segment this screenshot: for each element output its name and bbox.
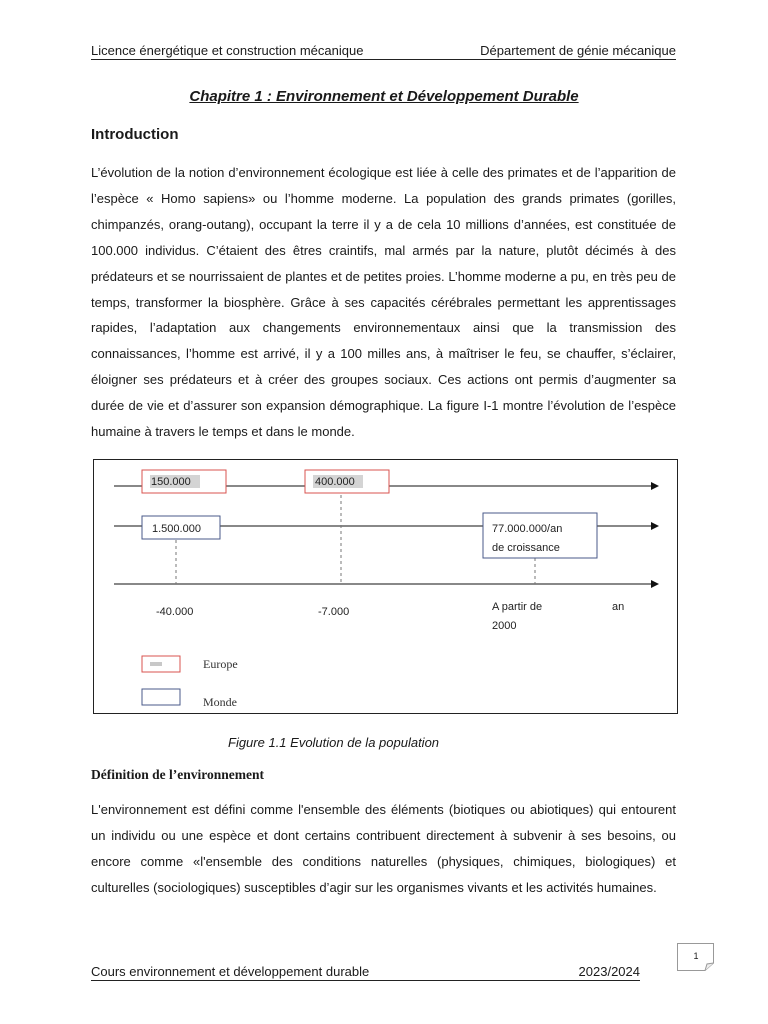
europe-box-1 xyxy=(142,470,226,493)
legend-europe-label: Europe xyxy=(203,657,238,671)
figure-caption: Figure 1.1 Evolution de la population xyxy=(228,735,440,750)
page-number: 1 xyxy=(693,951,699,961)
legend-monde xyxy=(142,689,237,709)
monde-value-2-line2: de croissance xyxy=(492,542,560,554)
monde-box-1 xyxy=(142,516,220,539)
legend-monde-label: Monde xyxy=(203,695,237,709)
chapter-title: Chapitre 1 : Environnement et Développement Durable xyxy=(189,88,579,105)
legend-europe xyxy=(142,656,238,672)
tick-label-2: -7.000 xyxy=(318,606,350,618)
footer-right: 2023/2024 xyxy=(578,964,640,979)
monde-value-1: 1.500.000 xyxy=(152,523,201,535)
legend-monde-swatch xyxy=(142,689,180,705)
axis-unit-label: an xyxy=(612,601,625,613)
europe-value-1: 150.000 xyxy=(151,476,191,488)
page-header xyxy=(91,43,676,60)
europe-box-2 xyxy=(305,470,389,493)
footer-left: Cours environnement et développement durable xyxy=(91,964,370,979)
tick-label-3-line2: 2000 xyxy=(492,620,517,632)
population-figure xyxy=(93,459,678,714)
definition-heading: Définition de l’environnement xyxy=(91,767,264,782)
header-left: Licence énergétique et construction mécanique xyxy=(91,43,364,58)
monde-box-2 xyxy=(483,513,597,558)
page-footer xyxy=(91,964,640,981)
tick-label-3-line1: A partir de xyxy=(492,601,543,613)
definition-paragraph: L'environnement est défini comme l'ensemble des éléments (biotiques ou abiotiques) qui entourent un individu ou une espèce et dont certains contribuent directement à subvenir à ses besoins, ou encore comme «l'ensemble des conditions naturelles (physiques, chimiques, biologiques) et culturelles (sociologiques) susceptibles d’agir sur les organismes vivants et les activités humaines. xyxy=(91,802,676,895)
tick-label-1: -40.000 xyxy=(156,606,194,618)
header-right: Département de génie mécanique xyxy=(480,43,676,58)
intro-paragraph: L’évolution de la notion d’environnement écologique est liée à celle des primates et de l’apparition de l’espèce « Homo sapiens» ou l’homme moderne. La population des grands primates (gorilles, chimpanzés, orang-outang), occupant la terre il y a de cela 10 millions d’années, est constituée de 100.000 individus. C’étaient des êtres craintifs, mal armés par la nature, plutôt décimés à des prédateurs et se nourrissaient de plantes et de petites proies. L’homme moderne a pu, en très peu de temps, transformer la biosphère. Grâce à ses capacités cérébrales permettant les apprentissages rapides, l’adaptation aux changements environnementaux ainsi que la transmission des connaissances, l’homme est arrivé, il y a 100 milles ans, à maîtriser le feu, se chauffer, s’éclairer, éloigner ses prédateurs et à créer des groupes sociaux. Ces actions ont permis d’augmenter sa durée de vie et d’assurer son expansion démographique. La figure I-1 montre l’évolution de l’espèce humaine à travers le temps et dans le monde. xyxy=(91,165,676,440)
population-timeline xyxy=(94,460,677,713)
intro-heading: Introduction xyxy=(91,126,179,143)
europe-value-2: 400.000 xyxy=(315,476,355,488)
monde-value-2-line1: 77.000.000/an xyxy=(492,523,563,535)
